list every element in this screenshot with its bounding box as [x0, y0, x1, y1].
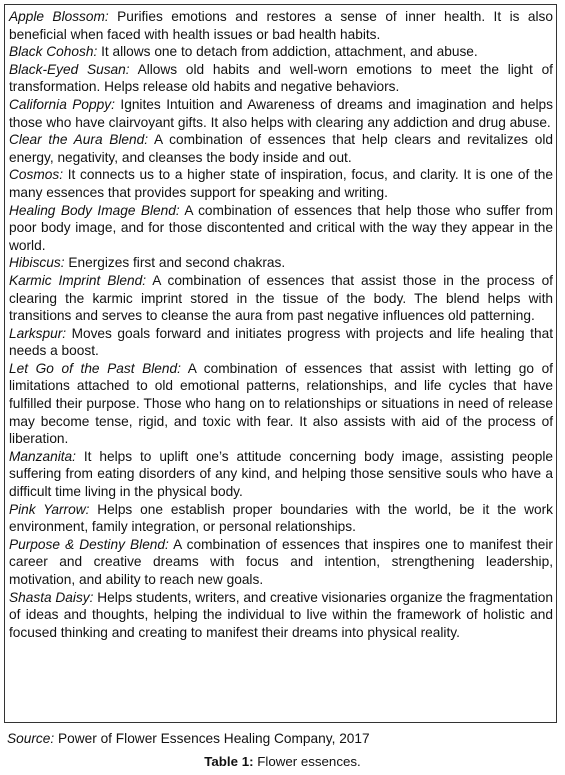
entry-description: It helps to uplift one’s attitude concerning body image, assisting people suffering from eating disorders of any kind, and helping those sensitive souls who have a difficult time living in the physical body.: [9, 448, 553, 500]
entry-term: Black Cohosh:: [9, 44, 98, 60]
table-entry: [9, 272, 553, 325]
entry-description: Purifies emotions and restores a sense of inner health. It is also beneficial when faced with health issues or bad health habits.: [9, 9, 553, 42]
source-label: Source:: [7, 731, 55, 746]
table-entry: [9, 96, 553, 131]
entry-term: Black-Eyed Susan:: [9, 61, 130, 77]
table-entry: [9, 254, 553, 272]
flower-essences-table: [4, 4, 557, 723]
table-entry: [9, 589, 553, 642]
entry-description: It allows one to detach from addiction, attachment, and abuse.: [97, 44, 478, 60]
caption-label: Table 1:: [204, 754, 254, 769]
table-entry: [9, 61, 553, 96]
table-entry: [9, 131, 553, 166]
entry-description: A combination of essences that help those who suffer from poor body image, and for those discontented and critical with the way they appear in the world.: [9, 202, 553, 253]
entry-term: Clear the Aura Blend:: [9, 132, 149, 148]
entry-description: Helps one establish proper boundaries with the world, be it the work environment, family integration, or personal relationships.: [9, 501, 553, 535]
entry-description: A combination of essences that inspires one to manifest their career and creative dreams with focus and intention, strengthening leadership, motivation, and ability to reach new goals.: [9, 536, 553, 587]
caption-text: Flower essences.: [253, 754, 361, 769]
entry-term: Larkspur:: [9, 325, 67, 341]
table-entry: [9, 501, 553, 536]
entry-description: A combination of essences that help clears and revitalizes old energy, negativity, and cleanses the body inside and out.: [9, 132, 553, 165]
entry-term: California Poppy:: [9, 96, 115, 112]
entry-term: Healing Body Image Blend:: [9, 202, 180, 218]
entry-term: Manzanita:: [9, 448, 76, 464]
entry-description: It connects us to a higher state of inspiration, focus, and clarity. It is one of the many essences that provides support for speaking and writing.: [9, 167, 553, 200]
entry-term: Pink Yarrow:: [9, 501, 90, 517]
table-caption: [0, 753, 565, 771]
source-note: [7, 730, 370, 748]
entry-description: A combination of essences that assist those in the process of clearing the karmic imprint stored in the tissue of the body. The blend helps with transitions and serves to cleanse the aura from past negative influences old patterning.: [9, 272, 553, 324]
table-entry: [9, 325, 553, 360]
entry-description: Ignites Intuition and Awareness of dreams and imagination and helps those who have clairvoyant gifts. It also helps with clearing any addiction and drug abuse.: [9, 96, 554, 130]
entry-term: Shasta Daisy:: [9, 589, 94, 605]
entry-term: Karmic Imprint Blend:: [9, 272, 147, 288]
entry-description: A combination of essences that assist with letting go of limitations attached to old emotional patterns, relationships, and life cycles that have fulfilled their purpose. Those who hang on to relationships or situations in need of release may become tense, rigid, and toxic with fear. It also assists with aid of the process of liberation.: [9, 360, 553, 447]
entry-term: Let Go of the Past Blend:: [9, 360, 181, 376]
table-entry: [9, 360, 553, 448]
table-entry: [9, 8, 553, 43]
table-entry: [9, 43, 553, 61]
entry-description: Moves goals forward and initiates progress with projects and life healing that needs a boost.: [9, 325, 553, 359]
entry-term: Apple Blossom:: [9, 9, 109, 24]
entry-term: Hibiscus:: [9, 255, 65, 271]
table-entry: [9, 202, 553, 255]
entry-description: Allows old habits and well-worn emotions to meet the light of transformation. Helps release old habits and negative behaviors.: [9, 61, 553, 95]
entry-description: Energizes first and second chakras.: [64, 255, 286, 271]
entry-description: Helps students, writers, and creative visionaries organize the fragmentation of ideas and thoughts, helping the individual to live within the framework of holistic and focused thinking and creating to manifest their dreams into physical reality.: [9, 589, 553, 640]
table-entry: [9, 448, 553, 501]
entry-term: Cosmos:: [9, 167, 64, 183]
entry-term: Purpose & Destiny Blend:: [9, 536, 169, 552]
table-entry: [9, 166, 553, 201]
table-entry: [9, 536, 553, 589]
source-text: Power of Flower Essences Healing Company, 2017: [54, 731, 370, 746]
